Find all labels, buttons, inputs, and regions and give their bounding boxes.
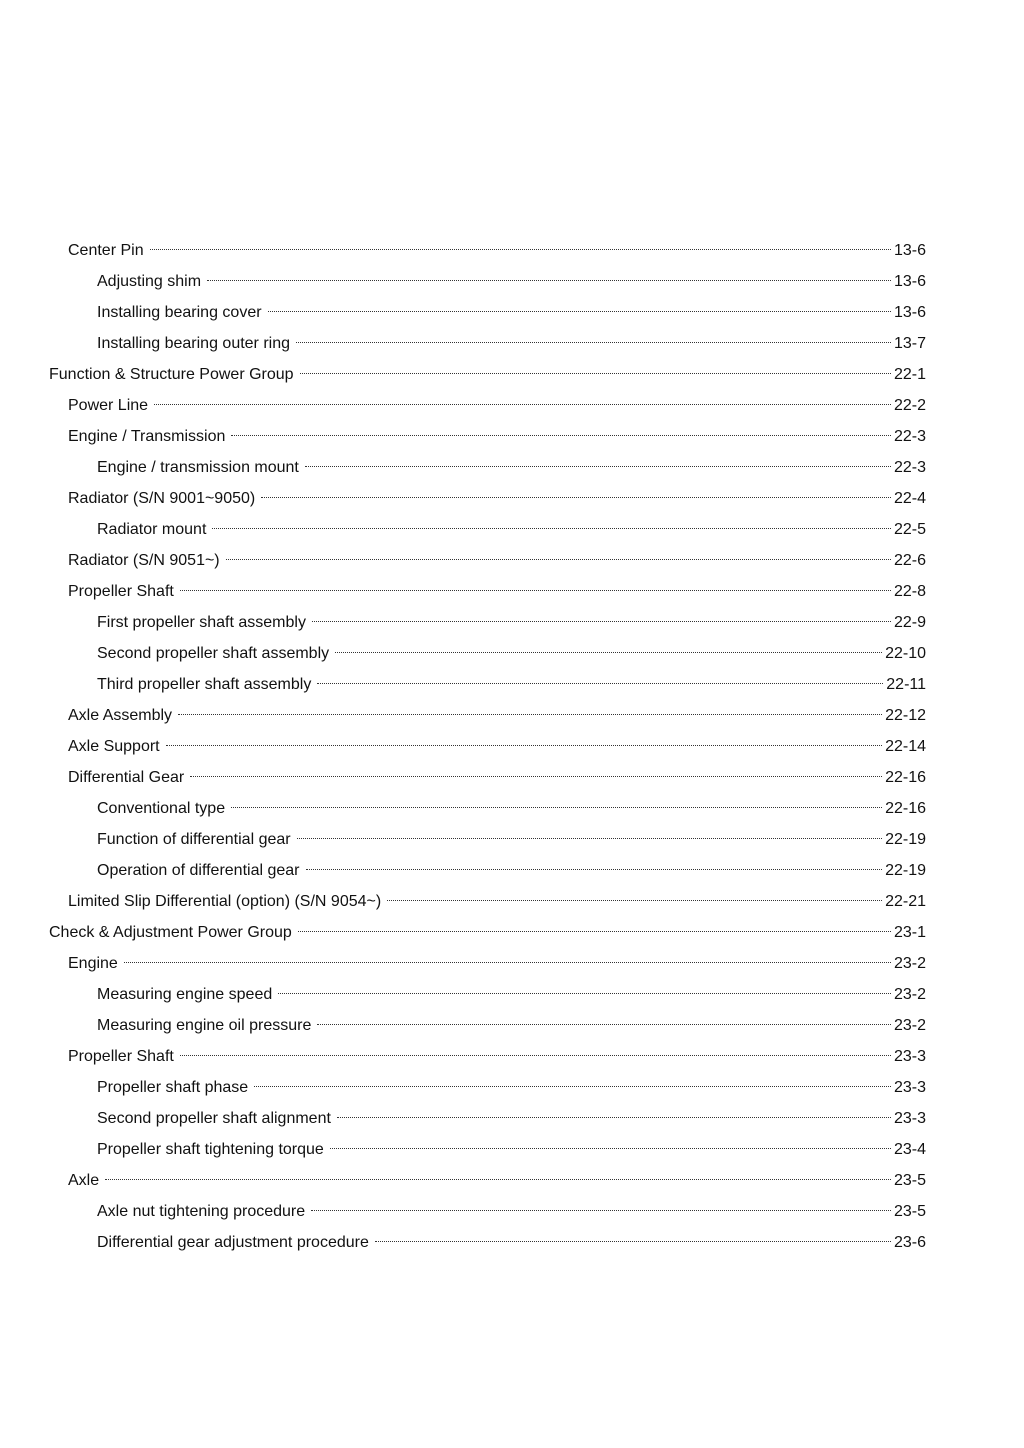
toc-entry-title: Third propeller shaft assembly [97,676,312,693]
toc-entry[interactable] [0,607,1024,638]
toc-entry-title: Axle Assembly [68,707,173,724]
toc-entry-page-number: 22-6 [893,552,926,569]
toc-entry[interactable] [0,762,1024,793]
dot-leader [226,559,891,560]
toc-entry[interactable] [0,886,1024,917]
toc-entry[interactable] [0,638,1024,669]
toc-entry[interactable] [0,359,1024,390]
dot-leader [212,528,891,529]
toc-entry[interactable] [0,1010,1024,1041]
dot-leader [124,962,891,963]
dot-leader [317,683,883,684]
toc-entry[interactable] [0,979,1024,1010]
toc-entry-title: Installing bearing outer ring [97,335,291,352]
dot-leader [268,311,891,312]
toc-entry-title: Check & Adjustment Power Group [49,924,292,941]
dot-leader [180,590,891,591]
toc-entry-title: Second propeller shaft assembly [97,645,330,662]
toc-entry-title: Propeller Shaft [68,1048,174,1065]
dot-leader [180,1055,891,1056]
toc-entry-page-number: 22-1 [893,366,926,383]
dot-leader [154,404,891,405]
toc-entry[interactable] [0,297,1024,328]
dot-leader [231,435,891,436]
toc-entry[interactable] [0,1072,1024,1103]
toc-entry-title: Measuring engine speed [97,986,273,1003]
toc-entry[interactable] [0,824,1024,855]
toc-entry-page-number: 23-4 [893,1141,926,1158]
toc-entry-title: Installing bearing cover [97,304,262,321]
toc-entry-title: Adjusting shim [97,273,202,290]
toc-entry-page-number: 22-5 [893,521,926,538]
toc-entry-page-number: 23-3 [893,1079,926,1096]
dot-leader [330,1148,891,1149]
toc-entry-title: Conventional type [97,800,226,817]
toc-entry-page-number: 23-6 [893,1234,926,1251]
toc-entry[interactable] [0,421,1024,452]
toc-entry[interactable] [0,266,1024,297]
dot-leader [278,993,891,994]
toc-entry-title: Measuring engine oil pressure [97,1017,312,1034]
toc-entry-page-number: 22-9 [893,614,926,631]
toc-entry-title: Engine / transmission mount [97,459,299,476]
dot-leader [298,931,891,932]
toc-entry[interactable] [0,545,1024,576]
dot-leader [178,714,882,715]
toc-entry-title: Engine [68,955,118,972]
toc-entry-title: First propeller shaft assembly [97,614,306,631]
dot-leader [311,1210,891,1211]
dot-leader [312,621,891,622]
toc-entry-page-number: 22-3 [893,459,926,476]
toc-entry-title: Operation of differential gear [97,862,300,879]
toc-entry[interactable] [0,1041,1024,1072]
dot-leader [261,497,891,498]
toc-entry[interactable] [0,731,1024,762]
toc-entry-page-number: 22-10 [885,645,926,662]
toc-entry-page-number: 13-7 [893,335,926,352]
toc-entry-page-number: 23-2 [893,955,926,972]
toc-entry-title: Radiator mount [97,521,207,538]
toc-entry[interactable] [0,855,1024,886]
toc-entry-title: Differential Gear [68,769,185,786]
toc-entry[interactable] [0,1103,1024,1134]
toc-entry-title: Axle [68,1172,100,1189]
dot-leader [306,869,883,870]
dot-leader [297,838,882,839]
toc-entry[interactable] [0,328,1024,359]
toc-entry[interactable] [0,483,1024,514]
toc-entry[interactable] [0,576,1024,607]
toc-entry-title: Limited Slip Differential (option) (S/N 9054~) [68,893,382,910]
toc-entry[interactable] [0,1134,1024,1165]
toc-entry[interactable] [0,700,1024,731]
dot-leader [375,1241,891,1242]
toc-entry-page-number: 22-2 [893,397,926,414]
toc-entry-page-number: 23-1 [893,924,926,941]
toc-entry-page-number: 22-12 [885,707,926,724]
dot-leader [300,373,891,374]
toc-entry-title: Differential gear adjustment procedure [97,1234,369,1251]
toc-entry-title: Function of differential gear [97,831,291,848]
dot-leader [105,1179,891,1180]
toc-entry-title: Radiator (S/N 9001~9050) [68,490,256,507]
table-of-contents [0,235,1024,1258]
toc-entry-page-number: 23-3 [893,1048,926,1065]
dot-leader [305,466,891,467]
dot-leader [231,807,882,808]
toc-entry-title: Axle nut tightening procedure [97,1203,306,1220]
toc-entry-title: Propeller Shaft [68,583,174,600]
toc-entry-page-number: 22-16 [885,769,926,786]
dot-leader [254,1086,891,1087]
toc-entry[interactable] [0,917,1024,948]
toc-entry[interactable] [0,235,1024,266]
toc-entry-page-number: 22-14 [885,738,926,755]
toc-entry-page-number: 22-16 [885,800,926,817]
toc-entry-page-number: 22-4 [893,490,926,507]
toc-entry[interactable] [0,390,1024,421]
toc-entry[interactable] [0,948,1024,979]
toc-entry-page-number: 22-3 [893,428,926,445]
dot-leader [335,652,882,653]
toc-entry-title: Engine / Transmission [68,428,226,445]
dot-leader [337,1117,891,1118]
toc-entry-page-number: 22-19 [885,831,926,848]
toc-entry[interactable] [0,669,1024,700]
dot-leader [150,249,891,250]
dot-leader [296,342,891,343]
toc-entry[interactable] [0,452,1024,483]
toc-entry-page-number: 22-21 [885,893,926,910]
toc-entry-page-number: 23-2 [893,986,926,1003]
toc-entry-page-number: 13-6 [893,273,926,290]
toc-entry-title: Power Line [68,397,149,414]
toc-entry-page-number: 23-5 [893,1203,926,1220]
toc-entry-page-number: 23-3 [893,1110,926,1127]
toc-entry-title: Propeller shaft tightening torque [97,1141,324,1158]
toc-entry[interactable] [0,1196,1024,1227]
dot-leader [387,900,882,901]
dot-leader [207,280,891,281]
toc-entry-page-number: 13-6 [893,242,926,259]
toc-entry-page-number: 23-2 [893,1017,926,1034]
dot-leader [190,776,882,777]
dot-leader [166,745,882,746]
toc-entry-title: Axle Support [68,738,160,755]
toc-entry-page-number: 22-11 [886,676,926,693]
toc-entry-title: Center Pin [68,242,144,259]
toc-entry[interactable] [0,1165,1024,1196]
toc-entry-title: Function & Structure Power Group [49,366,294,383]
toc-entry-page-number: 22-8 [893,583,926,600]
toc-entry[interactable] [0,793,1024,824]
toc-entry-title: Propeller shaft phase [97,1079,249,1096]
toc-entry[interactable] [0,1227,1024,1258]
toc-entry[interactable] [0,514,1024,545]
toc-entry-title: Second propeller shaft alignment [97,1110,331,1127]
toc-entry-page-number: 13-6 [893,304,926,321]
toc-entry-page-number: 23-5 [893,1172,926,1189]
dot-leader [317,1024,891,1025]
toc-entry-page-number: 22-19 [885,862,926,879]
toc-entry-title: Radiator (S/N 9051~) [68,552,220,569]
